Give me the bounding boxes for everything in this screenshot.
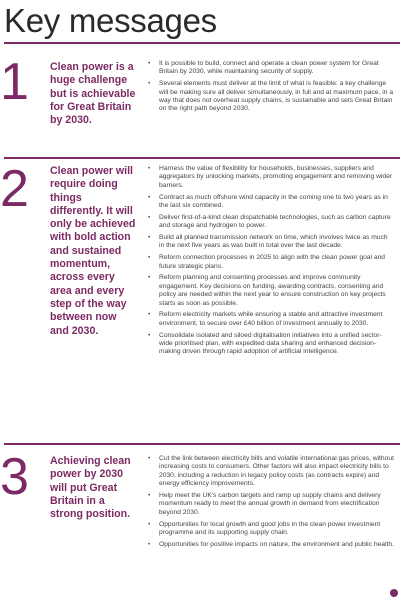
bullet-item: • Help meet the UK's carbon targets and ramp up supply chains and delivery momentum ready to meet the annual growth in demand from electrification beyond 2030. xyxy=(148,492,394,517)
bullet-item: • It is possible to build, connect and operate a clean power system for Great Britain by 2030, while maintaining security of supply. xyxy=(148,60,394,77)
section-divider xyxy=(4,157,400,159)
bullet-item: • Consolidate isolated and siloed digitalisation initiatives into a unified sector-wide prioritised plan, with expedited data sharing and enhanced decision-making driven through rapid adoption of artificial intelligence. xyxy=(148,332,394,357)
section-number: 2 xyxy=(0,160,29,218)
page-title: Key messages xyxy=(4,2,217,39)
section-bullet-list xyxy=(148,60,394,117)
section-number: 1 xyxy=(0,53,29,111)
section-divider xyxy=(4,443,400,445)
section-bullet-list xyxy=(148,455,394,553)
section-headline: Clean power is a huge challenge but is achievable for Great Britain by 2030. xyxy=(50,61,136,127)
bullet-item: • Contract as much offshore wind capacity in the coming one to two years as in the last six combined. xyxy=(148,194,394,211)
bullet-item: • Opportunities for local growth and good jobs in the clean power investment programme and its supporting supply chain. xyxy=(148,521,394,538)
bullet-item: • Cut the link between electricity bills and volatile international gas prices, without increasing costs to consumers. Other factors will also impact electricity bills to 2030, including a reduction in legacy policy costs (as contracts expire) and energy efficiency improvements. xyxy=(148,455,394,489)
section-bullet-list xyxy=(148,165,394,360)
bullet-item: • Harness the value of flexibility for households, businesses, suppliers and aggregators by unlocking markets, promoting engagement and removing wider barriers. xyxy=(148,165,394,190)
section-headline: Achieving clean power by 2030 will put Great Britain in a strong position. xyxy=(50,455,131,521)
bullet-item: • Reform electricity markets while ensuring a stable and attractive investment environment, to secure over £40 billion of investment annually to 2030. xyxy=(148,311,394,328)
bullet-item: • Build all planned transmission network on time, which involves twice as much in the next five years as was built in total over the last decade. xyxy=(148,234,394,251)
page-indicator-dot xyxy=(390,589,398,597)
bullet-item: • Several elements must deliver at the limit of what is feasible: a key challenge will be making sure all deliver simultaneously, in full and at maximum pace, in a way that does not overheat supply chains, is sustainable and sets Great Britain on the right path beyond 2030. xyxy=(148,80,394,114)
section-number: 3 xyxy=(0,448,29,506)
bullet-item: • Reform connection processes in 2025 to align with the clean power goal and future strategic plans. xyxy=(148,254,394,271)
section-headline: Clean power will require doing things differently. It will only be achieved with bold action and sustained momentum, across every area and every step of the way between now and 2030. xyxy=(50,165,136,337)
bullet-item: • Deliver first-of-a-kind clean dispatchable technologies, such as carbon capture and storage and hydrogen to power. xyxy=(148,214,394,231)
bullet-item: • Reform planning and consenting processes and improve community engagement. Key decisions on funding, awarding contracts, consenting and policy are needed within the next year to ensure construction on key projects starts as soon as possible. xyxy=(148,274,394,308)
bullet-item: • Opportunities for positive impacts on nature, the environment and public health. xyxy=(148,541,394,549)
section-divider xyxy=(4,42,400,44)
